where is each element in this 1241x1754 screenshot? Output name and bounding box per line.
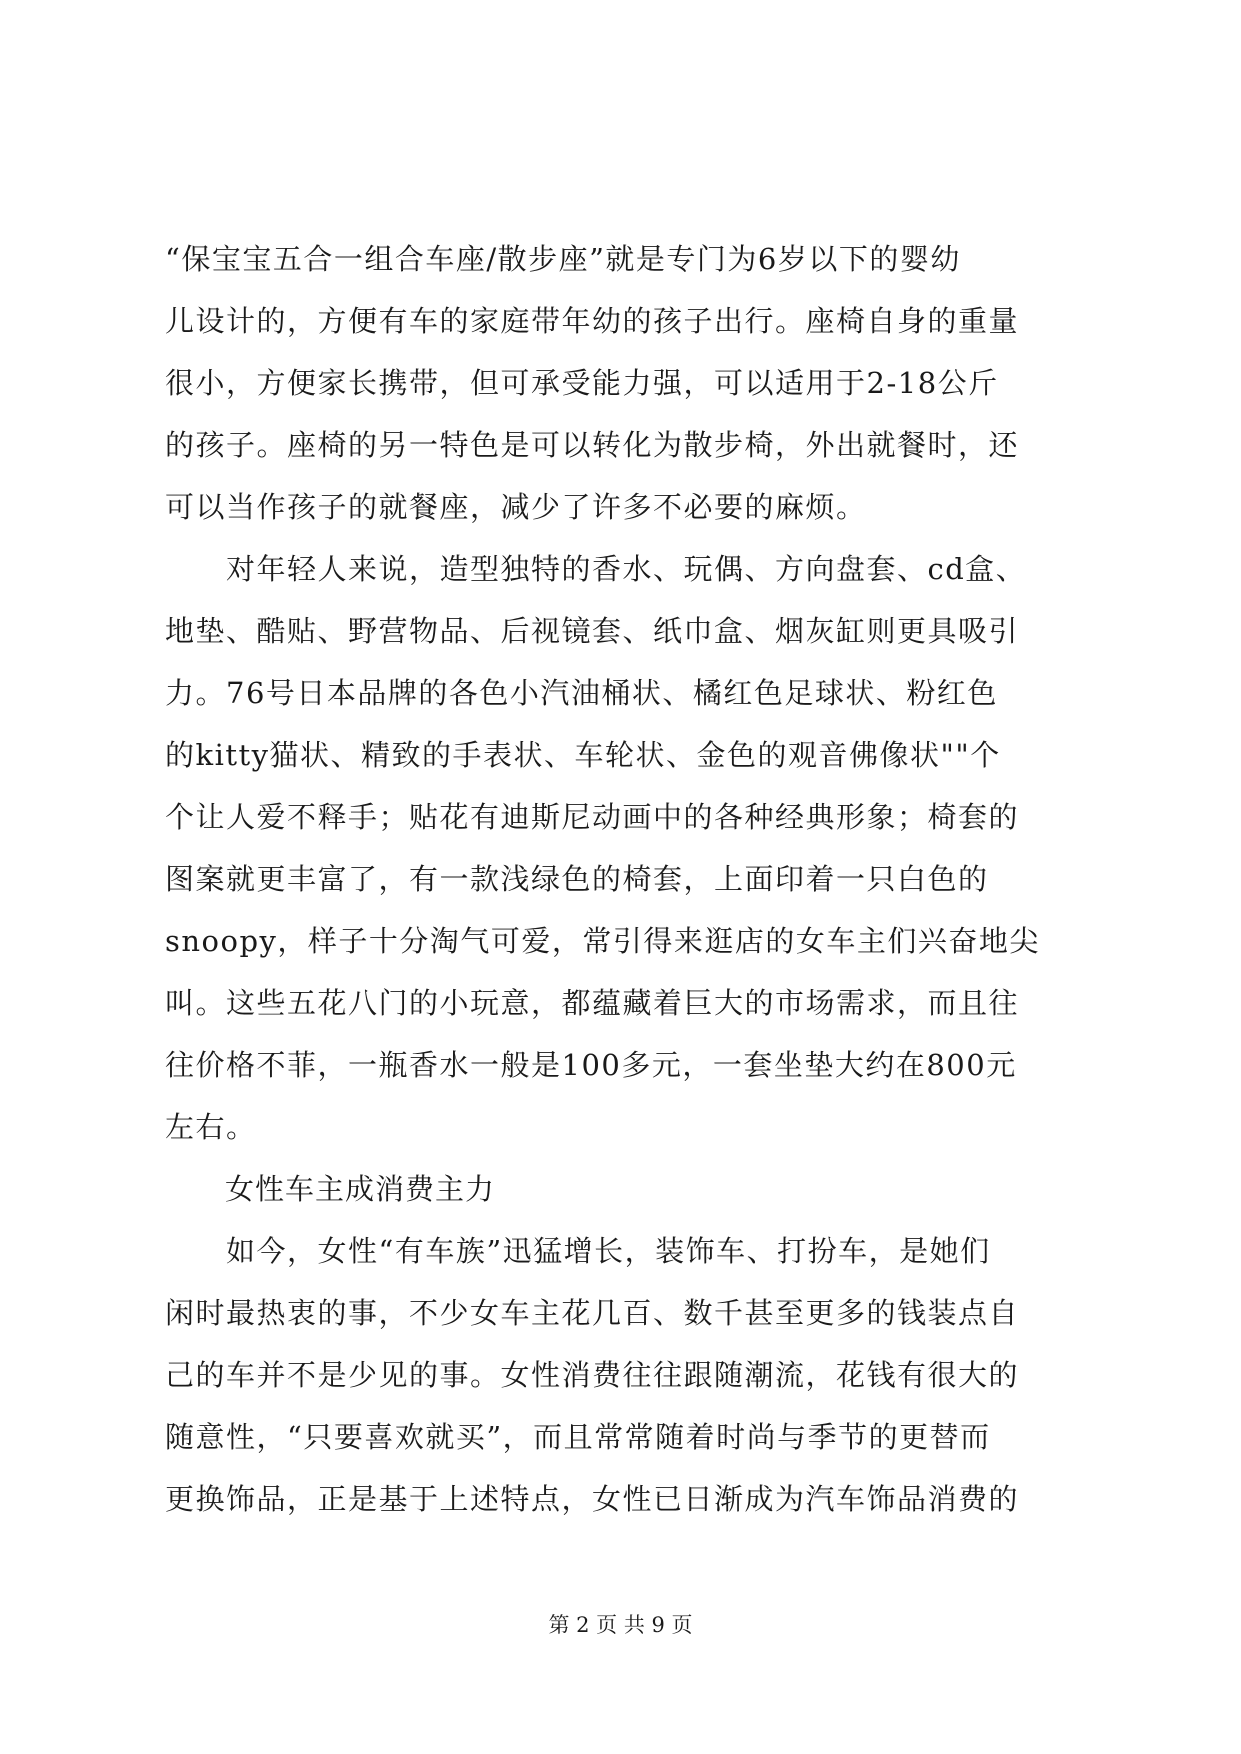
text-line: 往价格不菲，一瓶香水一般是100多元，一套坐垫大约在800元 <box>165 1048 1017 1082</box>
text-line: 很小，方便家长携带，但可承受能力强，可以适用于2-18公斤 <box>165 366 999 400</box>
text-line: 地垫、酷贴、野营物品、后视镜套、纸巾盒、烟灰缸则更具吸引 <box>165 614 1020 648</box>
page-number-footer: 第 2 页 共 9 页 <box>548 1613 693 1637</box>
text-line: 对年轻人来说，造型独特的香水、玩偶、方向盘套、cd盒、 <box>165 552 1027 586</box>
text-line: 随意性，“只要喜欢就买”，而且常常随着时尚与季节的更替而 <box>165 1420 991 1454</box>
text-line: 更换饰品，正是基于上述特点，女性已日渐成为汽车饰品消费的 <box>165 1482 1020 1516</box>
text-line: 左右。 <box>165 1110 257 1144</box>
text-line: “保宝宝五合一组合车座/散步座”就是专门为6岁以下的婴幼 <box>165 242 961 276</box>
text-line: 儿设计的，方便有车的家庭带年幼的孩子出行。座椅自身的重量 <box>165 304 1020 338</box>
body-text <box>165 228 1085 1530</box>
text-line: 的孩子。座椅的另一特色是可以转化为散步椅，外出就餐时，还 <box>165 428 1020 462</box>
text-line: 个让人爱不释手；贴花有迪斯尼动画中的各种经典形象；椅套的 <box>165 800 1020 834</box>
text-line: 如今，女性“有车族”迅猛增长，装饰车、打扮车，是她们 <box>165 1234 991 1268</box>
text-line: snoopy，样子十分淘气可爱，常引得来逛店的女车主们兴奋地尖 <box>165 924 1040 958</box>
text-line: 可以当作孩子的就餐座，减少了许多不必要的麻烦。 <box>165 490 867 524</box>
text-line: 闲时最热衷的事，不少女车主花几百、数千甚至更多的钱装点自 <box>165 1296 1020 1330</box>
text-line: 图案就更丰富了，有一款浅绿色的椅套，上面印着一只白色的 <box>165 862 989 896</box>
text-line: 叫。这些五花八门的小玩意，都蕴藏着巨大的市场需求，而且往 <box>165 986 1020 1020</box>
text-line: 的kitty猫状、精致的手表状、车轮状、金色的观音佛像状""个 <box>165 738 1001 772</box>
section-heading: 女性车主成消费主力 <box>165 1172 496 1206</box>
text-line: 己的车并不是少见的事。女性消费往往跟随潮流，花钱有很大的 <box>165 1358 1020 1392</box>
text-line: 力。76号日本品牌的各色小汽油桶状、橘红色足球状、粉红色 <box>165 676 998 710</box>
